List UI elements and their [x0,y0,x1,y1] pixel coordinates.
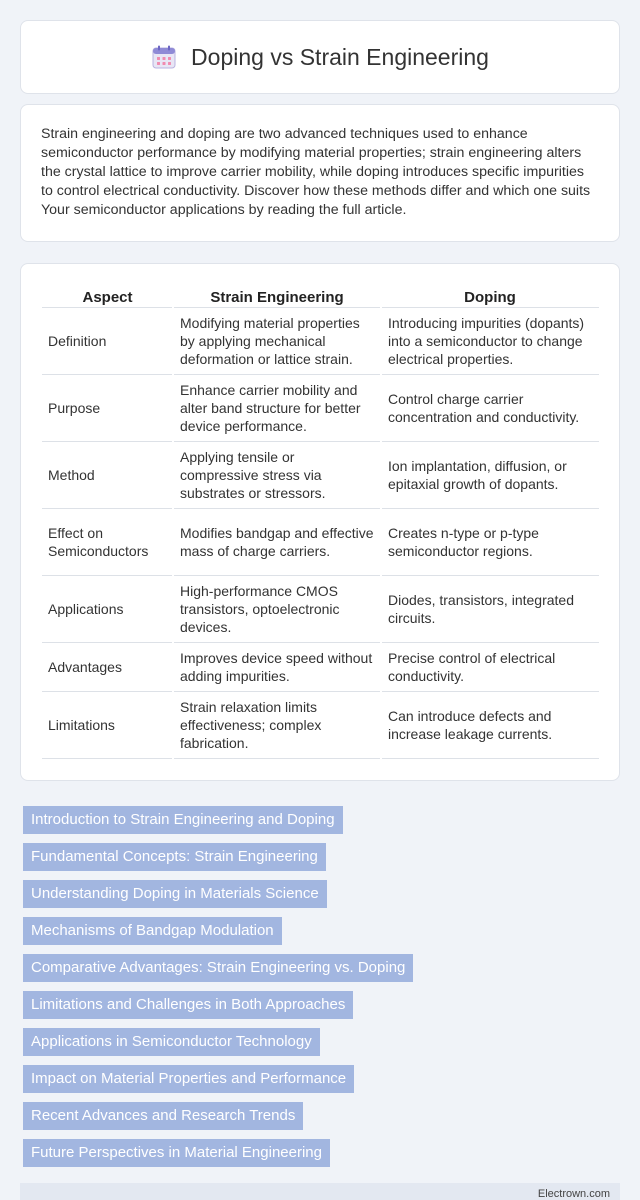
header-strain-engineering: Strain Engineering [173,282,381,307]
table-row [42,691,599,758]
row-strain-value: Strain relaxation limits effectiveness; complex fabrication. [173,691,381,758]
row-doping-value: Diodes, transistors, integrated circuits. [381,575,599,642]
table-row [42,441,599,508]
intro-text: Strain engineering and doping are two advanced techniques used to enhance semiconductor performance by modifying material properties; strain engineering alters the crystal lattice to improve carrier mobility, while doping introduces specific impurities to control electrical conductivity. Discover how these methods differ and which one suits Your semiconductor applications by reading the full article. [41,126,591,218]
footer-site-name: Electrown.com [537,1188,610,1200]
toc-link-applications[interactable]: Applications in Semiconductor Technology [23,1028,320,1056]
header-doping: Doping [381,282,599,307]
row-aspect: Limitations [42,691,173,758]
row-strain-value: High-performance CMOS transistors, optoelectronic devices. [173,575,381,642]
comparison-table [42,282,599,759]
row-strain-value: Modifying material properties by applying mechanical deformation or lattice strain. [173,307,381,374]
comparison-table-card [20,263,620,781]
row-strain-value: Applying tensile or compressive stress via substrates or stressors. [173,441,381,508]
row-aspect: Method [42,441,173,508]
intro-card [20,104,620,242]
row-aspect: Effect on Semiconductors [42,508,173,575]
toc-link-comparative-advantages[interactable]: Comparative Advantages: Strain Engineering vs. Doping [23,954,413,982]
table-of-contents [23,806,413,1176]
table-row [42,374,599,441]
row-aspect: Advantages [42,642,173,691]
row-aspect: Applications [42,575,173,642]
header-aspect: Aspect [42,282,173,307]
row-doping-value: Can introduce defects and increase leakage currents. [381,691,599,758]
row-strain-value: Modifies bandgap and effective mass of charge carriers. [173,508,381,575]
page-title: Doping vs Strain Engineering [191,43,489,70]
row-doping-value: Control charge carrier concentration and conductivity. [381,374,599,441]
toc-link-recent-advances[interactable]: Recent Advances and Research Trends [23,1102,303,1130]
row-strain-value: Improves device speed without adding impurities. [173,642,381,691]
table-row [42,508,599,575]
header-card [20,20,620,94]
table-row [42,575,599,642]
table-row [42,642,599,691]
calendar-icon [151,44,177,70]
row-aspect: Definition [42,307,173,374]
row-doping-value: Creates n-type or p-type semiconductor regions. [381,508,599,575]
toc-link-understanding-doping[interactable]: Understanding Doping in Materials Science [23,880,327,908]
toc-link-impact[interactable]: Impact on Material Properties and Performance [23,1065,354,1093]
row-aspect: Purpose [42,374,173,441]
table-header-row [42,282,599,307]
toc-link-fundamental-concepts[interactable]: Fundamental Concepts: Strain Engineering [23,843,326,871]
toc-link-future-perspectives[interactable]: Future Perspectives in Material Engineering [23,1139,330,1167]
row-strain-value: Enhance carrier mobility and alter band structure for better device performance. [173,374,381,441]
toc-link-limitations[interactable]: Limitations and Challenges in Both Approaches [23,991,353,1019]
toc-link-bandgap-modulation[interactable]: Mechanisms of Bandgap Modulation [23,917,282,945]
row-doping-value: Ion implantation, diffusion, or epitaxial growth of dopants. [381,441,599,508]
footer [20,1183,620,1200]
table-row [42,307,599,374]
row-doping-value: Introducing impurities (dopants) into a semiconductor to change electrical properties. [381,307,599,374]
toc-link-introduction[interactable]: Introduction to Strain Engineering and Doping [23,806,343,834]
row-doping-value: Precise control of electrical conductivity. [381,642,599,691]
